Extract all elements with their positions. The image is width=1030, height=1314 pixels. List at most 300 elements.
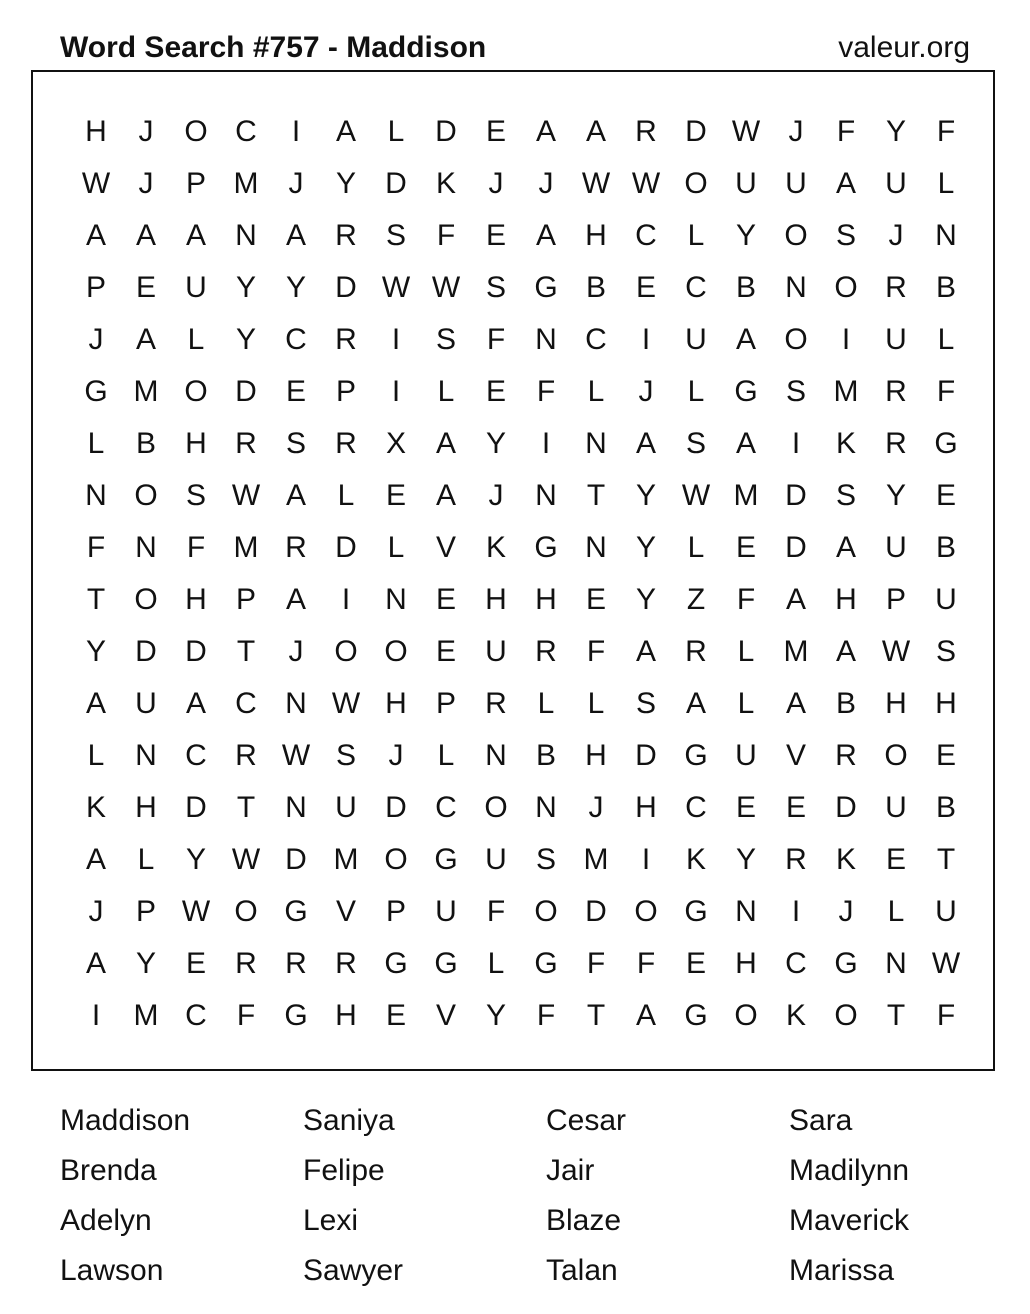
grid-cell: A xyxy=(635,427,656,460)
grid-cell: O xyxy=(234,895,258,928)
grid-cell: E xyxy=(785,791,806,824)
grid-cell: E xyxy=(385,479,406,512)
grid-cell: N xyxy=(535,479,557,512)
grid-cell: D xyxy=(335,271,357,304)
grid-cell: F xyxy=(536,375,556,408)
grid-cell: G xyxy=(734,375,758,408)
grid-cell: W xyxy=(631,167,661,200)
grid-cell: J xyxy=(288,167,304,200)
grid-cell: D xyxy=(285,843,307,876)
grid-cell: O xyxy=(834,271,858,304)
grid-cell: N xyxy=(135,531,157,564)
grid-cell: R xyxy=(785,843,807,876)
grid-cell: Y xyxy=(235,271,256,304)
grid-cell: W xyxy=(881,635,911,668)
grid-cell: E xyxy=(885,843,906,876)
grid-cell: Y xyxy=(285,271,306,304)
grid-cell: P xyxy=(135,895,156,928)
grid-cell: Y xyxy=(635,531,656,564)
grid-cell: W xyxy=(431,271,461,304)
grid-cell: N xyxy=(85,479,107,512)
grid-cell: R xyxy=(485,687,507,720)
grid-cell: T xyxy=(886,999,906,1032)
grid-cell: U xyxy=(685,323,707,356)
grid-cell: W xyxy=(381,271,411,304)
grid-cell: B xyxy=(835,687,856,720)
grid-cell: F xyxy=(86,531,106,564)
grid-cell: U xyxy=(485,843,507,876)
grid-cell: G xyxy=(434,843,458,876)
grid-cell: H xyxy=(585,219,607,252)
grid-cell: Y xyxy=(635,479,656,512)
grid-cell: Z xyxy=(686,583,706,616)
grid-cell: G xyxy=(534,531,558,564)
grid-cell: C xyxy=(635,219,657,252)
grid-cell: E xyxy=(135,271,156,304)
grid-cell: S xyxy=(185,479,206,512)
grid-cell: J xyxy=(88,895,104,928)
grid-cell: R xyxy=(285,947,307,980)
grid-cell: O xyxy=(384,843,408,876)
grid-cell: A xyxy=(85,843,106,876)
grid-cell: N xyxy=(285,687,307,720)
grid-cell: R xyxy=(335,947,357,980)
grid-cell: H xyxy=(885,687,907,720)
grid-cell: E xyxy=(935,739,956,772)
grid-cell: O xyxy=(184,115,208,148)
word-list-item: Lexi xyxy=(303,1204,359,1237)
grid-cell: E xyxy=(735,791,756,824)
grid-cell: K xyxy=(785,999,806,1032)
grid-cell: U xyxy=(935,583,957,616)
grid-cell: N xyxy=(535,323,557,356)
grid-cell: J xyxy=(638,375,654,408)
grid-cell: V xyxy=(435,999,456,1032)
word-list-item: Adelyn xyxy=(60,1204,152,1237)
word-list-item: Talan xyxy=(546,1254,618,1287)
grid-cell: E xyxy=(635,271,656,304)
grid-cell: A xyxy=(435,479,456,512)
grid-cell: E xyxy=(435,583,456,616)
grid-cell: H xyxy=(135,791,157,824)
grid-cell: L xyxy=(937,167,955,200)
grid-cell: T xyxy=(86,583,106,616)
grid-cell: U xyxy=(885,791,907,824)
grid-cell: C xyxy=(235,115,257,148)
grid-cell: A xyxy=(85,947,106,980)
grid-cell: A xyxy=(635,635,656,668)
grid-cell: U xyxy=(135,687,157,720)
grid-cell: E xyxy=(935,479,956,512)
grid-cell: M xyxy=(333,843,359,876)
grid-cell: I xyxy=(791,427,801,460)
grid-cell: D xyxy=(785,531,807,564)
grid-cell: W xyxy=(81,167,111,200)
grid-cell: L xyxy=(537,687,555,720)
grid-cell: K xyxy=(685,843,706,876)
grid-cell: G xyxy=(284,895,308,928)
grid-cell: N xyxy=(785,271,807,304)
grid-cell: G xyxy=(84,375,108,408)
grid-cell: H xyxy=(635,791,657,824)
grid-cell: M xyxy=(233,167,259,200)
grid-cell: C xyxy=(685,791,707,824)
grid-cell: P xyxy=(885,583,906,616)
grid-cell: O xyxy=(134,583,158,616)
grid-cell: I xyxy=(391,323,401,356)
grid-cell: C xyxy=(235,687,257,720)
grid-cell: S xyxy=(435,323,456,356)
grid-cell: D xyxy=(435,115,457,148)
grid-cell: H xyxy=(185,427,207,460)
grid-cell: N xyxy=(585,427,607,460)
grid-cell: Y xyxy=(485,427,506,460)
grid-cell: R xyxy=(535,635,557,668)
grid-cell: H xyxy=(935,687,957,720)
grid-cell: J xyxy=(888,219,904,252)
grid-cell: O xyxy=(384,635,408,668)
grid-cell: B xyxy=(935,791,956,824)
grid-cell: U xyxy=(885,167,907,200)
grid-cell: P xyxy=(335,375,356,408)
grid-cell: O xyxy=(484,791,508,824)
word-list-item: Cesar xyxy=(546,1104,627,1137)
grid-cell: V xyxy=(785,739,806,772)
grid-cell: N xyxy=(285,791,307,824)
grid-cell: W xyxy=(931,947,961,980)
grid-cell: H xyxy=(735,947,757,980)
grid-cell: U xyxy=(735,167,757,200)
grid-cell: U xyxy=(885,531,907,564)
grid-cell: W xyxy=(231,843,261,876)
grid-cell: S xyxy=(535,843,556,876)
grid-cell: C xyxy=(185,999,207,1032)
grid-cell: M xyxy=(133,999,159,1032)
grid-cell: H xyxy=(85,115,107,148)
grid-cell: Y xyxy=(185,843,206,876)
grid-cell: R xyxy=(285,531,307,564)
grid-cell: L xyxy=(587,375,605,408)
grid-cell: E xyxy=(485,375,506,408)
grid-cell: J xyxy=(288,635,304,668)
grid-cell: T xyxy=(236,635,256,668)
grid-cell: T xyxy=(236,791,256,824)
grid-cell: R xyxy=(235,947,257,980)
grid-cell: E xyxy=(385,999,406,1032)
grid-cell: B xyxy=(735,271,756,304)
grid-cell: Y xyxy=(735,843,756,876)
grid-cell: M xyxy=(733,479,759,512)
grid-cell: A xyxy=(185,219,206,252)
grid-cell: K xyxy=(835,843,856,876)
grid-cell: B xyxy=(135,427,156,460)
grid-cell: I xyxy=(291,115,301,148)
grid-cell: S xyxy=(935,635,956,668)
grid-cell: L xyxy=(687,531,705,564)
grid-cell: L xyxy=(887,895,905,928)
grid-cell: Y xyxy=(85,635,106,668)
grid-cell: A xyxy=(285,479,306,512)
word-list-item: Saniya xyxy=(303,1104,395,1137)
grid-cell: W xyxy=(181,895,211,928)
grid-cell: L xyxy=(87,427,105,460)
grid-cell: M xyxy=(583,843,609,876)
grid-cell: D xyxy=(785,479,807,512)
puzzle-box xyxy=(31,70,995,1071)
grid-cell: F xyxy=(636,947,656,980)
grid-cell: O xyxy=(834,999,858,1032)
grid-cell: O xyxy=(734,999,758,1032)
grid-cell: J xyxy=(388,739,404,772)
grid-cell: U xyxy=(785,167,807,200)
grid-cell: S xyxy=(785,375,806,408)
grid-cell: M xyxy=(133,375,159,408)
grid-cell: F xyxy=(736,583,756,616)
grid-cell: W xyxy=(581,167,611,200)
grid-cell: S xyxy=(685,427,706,460)
grid-cell: U xyxy=(885,323,907,356)
grid-cell: K xyxy=(835,427,856,460)
grid-cell: E xyxy=(185,947,206,980)
grid-cell: E xyxy=(685,947,706,980)
grid-cell: B xyxy=(585,271,606,304)
grid-cell: A xyxy=(285,219,306,252)
grid-cell: Y xyxy=(235,323,256,356)
grid-cell: O xyxy=(784,219,808,252)
grid-cell: L xyxy=(437,375,455,408)
grid-cell: U xyxy=(435,895,457,928)
grid-cell: A xyxy=(785,687,806,720)
grid-cell: D xyxy=(235,375,257,408)
grid-cell: T xyxy=(586,479,606,512)
word-list-item: Jair xyxy=(546,1154,595,1187)
grid-cell: A xyxy=(135,323,156,356)
grid-cell: A xyxy=(835,531,856,564)
grid-cell: L xyxy=(737,635,755,668)
grid-cell: K xyxy=(485,531,506,564)
grid-cell: O xyxy=(134,479,158,512)
grid-cell: W xyxy=(681,479,711,512)
grid-cell: R xyxy=(635,115,657,148)
grid-cell: N xyxy=(935,219,957,252)
grid-cell: C xyxy=(585,323,607,356)
grid-cell: A xyxy=(785,583,806,616)
grid-cell: B xyxy=(935,271,956,304)
grid-cell: H xyxy=(835,583,857,616)
word-list-item: Felipe xyxy=(303,1154,385,1187)
grid-cell: C xyxy=(435,791,457,824)
grid-cell: S xyxy=(485,271,506,304)
grid-cell: M xyxy=(833,375,859,408)
grid-cell: J xyxy=(588,791,604,824)
grid-cell: D xyxy=(185,635,207,668)
grid-cell: G xyxy=(834,947,858,980)
grid-cell: F xyxy=(586,947,606,980)
grid-cell: A xyxy=(185,687,206,720)
grid-cell: X xyxy=(385,427,406,460)
grid-cell: U xyxy=(335,791,357,824)
grid-cell: G xyxy=(384,947,408,980)
grid-cell: E xyxy=(435,635,456,668)
grid-cell: C xyxy=(185,739,207,772)
grid-cell: Y xyxy=(885,115,906,148)
grid-cell: V xyxy=(335,895,356,928)
grid-cell: H xyxy=(185,583,207,616)
grid-cell: N xyxy=(585,531,607,564)
grid-cell: A xyxy=(535,219,556,252)
grid-cell: H xyxy=(485,583,507,616)
grid-cell: I xyxy=(391,375,401,408)
grid-cell: L xyxy=(587,687,605,720)
grid-cell: N xyxy=(235,219,257,252)
grid-cell: L xyxy=(487,947,505,980)
word-list-item: Brenda xyxy=(60,1154,157,1187)
grid-cell: U xyxy=(485,635,507,668)
word-list-item: Blaze xyxy=(546,1204,622,1237)
grid-cell: F xyxy=(586,635,606,668)
grid-cell: R xyxy=(235,427,257,460)
grid-cell: R xyxy=(885,427,907,460)
grid-cell: B xyxy=(535,739,556,772)
grid-cell: M xyxy=(783,635,809,668)
grid-cell: R xyxy=(885,271,907,304)
grid-cell: D xyxy=(335,531,357,564)
grid-cell: A xyxy=(135,219,156,252)
grid-cell: Y xyxy=(635,583,656,616)
grid-cell: K xyxy=(435,167,456,200)
grid-cell: D xyxy=(385,791,407,824)
grid-cell: O xyxy=(534,895,558,928)
site-name: valeur.org xyxy=(838,31,970,64)
grid-cell: N xyxy=(885,947,907,980)
grid-cell: P xyxy=(385,895,406,928)
grid-cell: Y xyxy=(735,219,756,252)
grid-cell: S xyxy=(285,427,306,460)
grid-cell: W xyxy=(231,479,261,512)
grid-cell: H xyxy=(535,583,557,616)
grid-cell: I xyxy=(541,427,551,460)
grid-cell: L xyxy=(387,531,405,564)
grid-cell: A xyxy=(85,219,106,252)
grid-cell: O xyxy=(784,323,808,356)
grid-cell: V xyxy=(435,531,456,564)
grid-cell: N xyxy=(385,583,407,616)
grid-cell: I xyxy=(641,323,651,356)
grid-cell: C xyxy=(285,323,307,356)
grid-cell: G xyxy=(684,739,708,772)
grid-cell: I xyxy=(341,583,351,616)
grid-cell: R xyxy=(235,739,257,772)
grid-cell: G xyxy=(534,271,558,304)
grid-cell: F xyxy=(186,531,206,564)
grid-cell: D xyxy=(635,739,657,772)
grid-cell: N xyxy=(735,895,757,928)
grid-cell: D xyxy=(685,115,707,148)
grid-cell: S xyxy=(385,219,406,252)
grid-cell: O xyxy=(334,635,358,668)
grid-cell: O xyxy=(634,895,658,928)
grid-cell: R xyxy=(885,375,907,408)
grid-cell: B xyxy=(935,531,956,564)
grid-cell: U xyxy=(185,271,207,304)
grid-cell: K xyxy=(85,791,106,824)
word-list-item: Marissa xyxy=(789,1254,895,1287)
grid-cell: F xyxy=(836,115,856,148)
grid-cell: D xyxy=(835,791,857,824)
grid-cell: W xyxy=(731,115,761,148)
grid-cell: L xyxy=(87,739,105,772)
grid-cell: G xyxy=(684,999,708,1032)
grid-cell: D xyxy=(585,895,607,928)
grid-cell: A xyxy=(735,427,756,460)
grid-cell: C xyxy=(785,947,807,980)
grid-cell: A xyxy=(835,167,856,200)
grid-cell: L xyxy=(187,323,205,356)
grid-cell: P xyxy=(185,167,206,200)
grid-cell: I xyxy=(641,843,651,876)
grid-cell: I xyxy=(841,323,851,356)
grid-cell: A xyxy=(835,635,856,668)
word-list-item: Maddison xyxy=(60,1104,191,1137)
grid-cell: L xyxy=(687,375,705,408)
grid-cell: W xyxy=(331,687,361,720)
grid-cell: F xyxy=(486,323,506,356)
grid-cell: A xyxy=(85,687,106,720)
grid-cell: J xyxy=(138,167,154,200)
grid-cell: F xyxy=(936,375,956,408)
grid-cell: S xyxy=(835,219,856,252)
grid-cell: J xyxy=(788,115,804,148)
grid-cell: F xyxy=(536,999,556,1032)
word-list-item: Maverick xyxy=(789,1204,910,1237)
grid-cell: F xyxy=(436,219,456,252)
grid-cell: J xyxy=(838,895,854,928)
grid-cell: A xyxy=(635,999,656,1032)
grid-cell: A xyxy=(585,115,606,148)
grid-cell: G xyxy=(534,947,558,980)
word-list-item: Sawyer xyxy=(303,1254,404,1287)
grid-cell: H xyxy=(385,687,407,720)
grid-cell: J xyxy=(488,479,504,512)
grid-cell: O xyxy=(884,739,908,772)
grid-cell: E xyxy=(735,531,756,564)
grid-cell: S xyxy=(335,739,356,772)
grid-cell: G xyxy=(284,999,308,1032)
grid-cell: S xyxy=(835,479,856,512)
grid-cell: O xyxy=(184,375,208,408)
grid-cell: Y xyxy=(485,999,506,1032)
grid-cell: P xyxy=(85,271,106,304)
grid-cell: H xyxy=(335,999,357,1032)
grid-cell: E xyxy=(485,115,506,148)
grid-cell: D xyxy=(385,167,407,200)
grid-cell: Y xyxy=(885,479,906,512)
grid-cell: H xyxy=(585,739,607,772)
grid-cell: Y xyxy=(335,167,356,200)
grid-cell: E xyxy=(285,375,306,408)
grid-cell: G xyxy=(934,427,958,460)
grid-cell: I xyxy=(91,999,101,1032)
grid-cell: F xyxy=(936,115,956,148)
grid-cell: E xyxy=(585,583,606,616)
grid-cell: L xyxy=(137,843,155,876)
grid-cell: G xyxy=(434,947,458,980)
grid-cell: J xyxy=(488,167,504,200)
word-list-item: Sara xyxy=(789,1104,853,1137)
grid-cell: Y xyxy=(135,947,156,980)
word-list-item: Madilynn xyxy=(789,1154,910,1187)
grid-cell: C xyxy=(685,271,707,304)
